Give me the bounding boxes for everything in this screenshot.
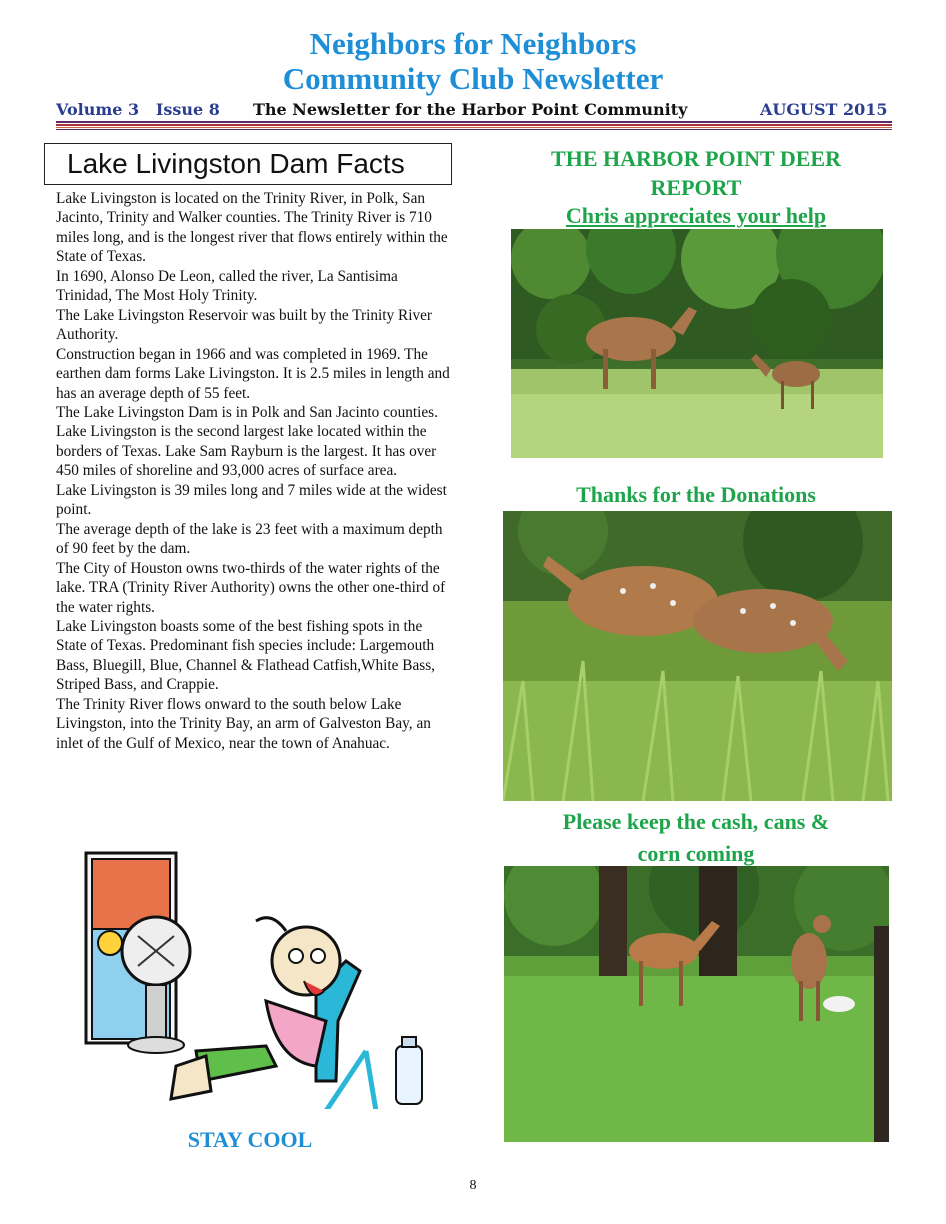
article-paragraph: In 1690, Alonso De Leon, called the river, La Santisima Trinidad, The Most Holy Trinity.: [56, 267, 398, 305]
article-paragraph: Lake Livingston is located on the Trinity River, in Polk, San Jacinto, Trinity and Walker counties. The Trinity River is 710 miles long, and is the longest river that flows entirely within the State of Texas.: [56, 190, 448, 266]
donations-heading: Thanks for the Donations: [576, 482, 816, 507]
header-rule-4: [56, 129, 892, 130]
deer-photo-3-image: [504, 866, 889, 1142]
article-paragraph: Construction began in 1966 and was completed in 1969. The earthen dam forms Lake Livingston. It is 2.5 miles in length and has an average depth of 55 feet.: [56, 345, 450, 402]
article-title-box: [44, 143, 452, 185]
deer-photo-2-image: [503, 511, 892, 801]
issue-date: AUGUST 2015: [760, 100, 888, 119]
deer-photo-1: [511, 229, 883, 458]
article-paragraph: The Trinity River flows onward to the south below Lake Livingston, into the Trinity Bay, an arm of Galveston Bay, an inlet of the Gulf of Mexico, near the town of Anahuac.: [56, 695, 431, 752]
page-number: 8: [469, 1178, 477, 1193]
stay-cool-caption: STAY COOL: [187, 1127, 313, 1152]
header-rule-2: [56, 124, 892, 126]
article-paragraph: The Lake Livingston Reservoir was built by the Trinity River Authority.: [56, 306, 433, 344]
deer-photo-1-image: [511, 229, 883, 458]
keep-coming-heading: [500, 806, 892, 870]
deer-photo-2: [503, 511, 892, 801]
article-title: Lake Livingston Dam Facts: [67, 148, 405, 179]
header-rule-1: [56, 121, 892, 123]
deer-report-subheading: Chris appreciates your help: [565, 203, 827, 228]
deer-report-heading-line2: REPORT: [650, 175, 742, 200]
article-paragraph: The Lake Livingston Dam is in Polk and San Jacinto counties.: [56, 403, 438, 421]
article-paragraph: Lake Livingston is the second largest lake located within the borders of Texas. Lake Sam Rayburn is the largest. It has over 450 miles of shoreline and 93,000 acres of surface area.: [56, 423, 437, 480]
newsletter-title-line2: Community Club Newsletter: [282, 61, 664, 96]
keep-coming-line1: Please keep the cash, cans &: [562, 809, 830, 834]
newsletter-tagline: The Newsletter for the Harbor Point Community: [253, 100, 688, 119]
hot-person-cartoon-image: [76, 851, 432, 1109]
article-paragraph: Lake Livingston is 39 miles long and 7 miles wide at the widest point.: [56, 481, 447, 519]
article-paragraph: The City of Houston owns two-thirds of the water rights of the lake. TRA (Trinity River Authority) owns the other one-third of the water rights.: [56, 559, 446, 616]
keep-coming-line2: corn coming: [637, 841, 755, 866]
article-paragraph: The average depth of the lake is 23 feet with a maximum depth of 90 feet by the dam.: [56, 520, 443, 558]
deer-report-heading-line1: THE HARBOR POINT DEER: [551, 146, 841, 171]
article-paragraph: Lake Livingston boasts some of the best fishing spots in the State of Texas. Predominant fish species include: Largemouth Bass, Bluegill, Blue, Channel & Flathead Catfish,White Bass, Striped Bass, and Crappie.: [56, 617, 435, 694]
newsletter-title-line1: Neighbors for Neighbors: [309, 26, 637, 61]
article-body: [56, 189, 456, 753]
deer-photo-3: [504, 866, 889, 1142]
deer-report-heading: [500, 144, 892, 202]
header-rule-3: [56, 127, 892, 128]
volume-issue: Volume 3 Issue 8: [56, 100, 220, 119]
stay-cool-cartoon: [76, 851, 432, 1109]
